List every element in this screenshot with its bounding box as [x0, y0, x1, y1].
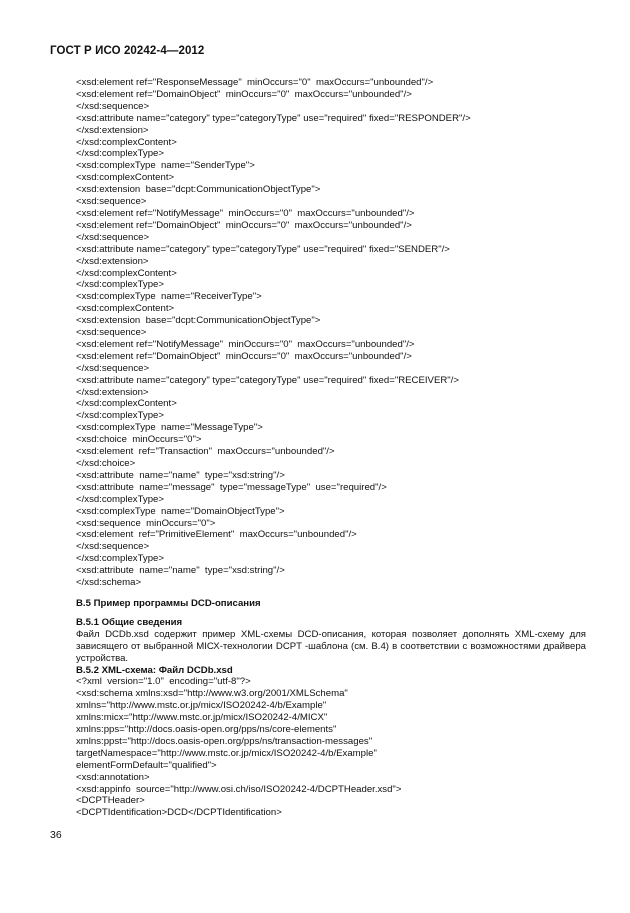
code-line: </xsd:complexType> [76, 410, 164, 422]
code-line: </xsd:complexContent> [76, 267, 177, 279]
code-line: <xsd:complexType name="SenderType"> [76, 160, 255, 172]
code-line: <DCPTHeader> [76, 795, 145, 807]
code-line: <xsd:element ref="Transaction" maxOccurs="unbounded"/> [76, 446, 335, 458]
code-line: <xsd:element ref="PrimitiveElement" maxOccurs="unbounded"/> [76, 529, 357, 541]
code-line: </xsd:extension> [76, 255, 149, 267]
code-line: <xsd:complexType name="ReceiverType"> [76, 291, 262, 303]
code-line: elementFormDefault="qualified"> [76, 759, 217, 771]
code-line: <xsd:complexContent> [76, 303, 175, 315]
code-line: <xsd:appinfo source="http://www.osi.ch/iso/ISO20242-4/DCPTHeader.xsd"> [76, 783, 402, 795]
section-heading-b5: В.5 Пример программы DCD-описания [76, 597, 261, 609]
code-line: <xsd:attribute name="name" type="xsd:string"/> [76, 565, 285, 577]
code-line: <xsd:attribute name="category" type="categoryType" use="required" fixed="RESPONDER"/> [76, 112, 471, 124]
code-line: <xsd:attribute name="category" type="categoryType" use="required" fixed="SENDER"/> [76, 243, 450, 255]
code-line: </xsd:sequence> [76, 362, 150, 374]
document-header: ГОСТ Р ИСО 20242-4—2012 [50, 45, 205, 57]
code-line: <xsd:choice minOccurs="0"> [76, 434, 202, 446]
code-line: xmlns="http://www.mstc.or.jp/micx/ISO20242-4/b/Example" [76, 700, 327, 712]
code-line: <xsd:sequence> [76, 196, 147, 208]
code-line: </xsd:choice> [76, 458, 136, 469]
code-line: <xsd:element ref="ResponseMessage" minOccurs="0" maxOccurs="unbounded"/> [76, 77, 434, 88]
code-line: <DCPTIdentification>DCD</DCPTIdentification> [76, 807, 282, 819]
code-line: </xsd:extension> [76, 124, 149, 136]
code-line: </xsd:complexType> [76, 148, 164, 160]
code-line: <xsd:attribute name="name" type="xsd:string"/> [76, 469, 285, 481]
code-line: </xsd:sequence> [76, 100, 150, 112]
code-line: <xsd:element ref="DomainObject" minOccurs="0" maxOccurs="unbounded"/> [76, 350, 412, 362]
section-heading-b51: В.5.1 Общие сведения [76, 616, 183, 628]
code-line: <xsd:complexType name="DomainObjectType"> [76, 505, 285, 517]
code-line: <xsd:annotation> [76, 771, 150, 783]
code-line: xmlns:ppst="http://docs.oasis-open.org/pps/ns/transaction-messages" [76, 735, 373, 747]
code-line: <xsd:complexType name="MessageType"> [76, 422, 263, 434]
code-line: xmlns:pps="http://docs.oasis-open.org/pps/ns/core-elements" [76, 724, 337, 736]
code-line: <xsd:sequence minOccurs="0"> [76, 517, 216, 529]
code-line: targetNamespace="http://www.mstc.or.jp/micx/ISO20242-4/b/Example" [76, 747, 377, 759]
code-line: <xsd:complexContent> [76, 172, 175, 184]
code-line: </xsd:complexType> [76, 493, 164, 505]
code-block-1 [76, 77, 586, 589]
code-line: </xsd:sequence> [76, 541, 150, 553]
code-line: <xsd:attribute name="message" type="messageType" use="required"/> [76, 481, 387, 493]
body-paragraph: Файл DCDb.xsd содержит пример XML-схемы DCD-описания, которая позволяет дополнять XML-схему для зависящего от выбранной МІСХ-технологии DCPT -шаблона (см. В.4) в соответствии с возможностями драйвера устройства. [76, 628, 586, 664]
code-line: </xsd:complexType> [76, 279, 164, 291]
code-line: <xsd:element ref="NotifyMessage" minOccurs="0" maxOccurs="unbounded"/> [76, 207, 415, 219]
code-line: </xsd:complexType> [76, 553, 164, 565]
code-line: <xsd:extension base="dcpt:CommunicationObjectType"> [76, 184, 321, 196]
code-line: </xsd:schema> [76, 577, 142, 589]
code-line: </xsd:complexContent> [76, 398, 177, 410]
code-line: <xsd:schema xmlns:xsd="http://www.w3.org/2001/XMLSchema" [76, 688, 348, 700]
code-line: xmlns:micx="http://www.mstc.or.jp/micx/ISO20242-4/MICX" [76, 712, 328, 724]
code-line: </xsd:extension> [76, 386, 149, 398]
code-line: <xsd:sequence> [76, 327, 147, 339]
code-line: </xsd:sequence> [76, 231, 150, 243]
code-line: <xsd:element ref="NotifyMessage" minOccurs="0" maxOccurs="unbounded"/> [76, 338, 415, 350]
code-line: <xsd:attribute name="category" type="categoryType" use="required" fixed="RECEIVER"/> [76, 374, 459, 386]
code-block-2 [76, 676, 586, 819]
section-heading-b52: В.5.2 XML-схема: Файл DCDb.xsd [76, 664, 233, 676]
page-body [76, 77, 586, 819]
code-line: </xsd:complexContent> [76, 136, 177, 148]
code-line: <xsd:extension base="dcpt:CommunicationObjectType"> [76, 315, 321, 327]
code-line: <?xml version="1.0" encoding="utf-8"?> [76, 676, 251, 688]
code-line: <xsd:element ref="DomainObject" minOccurs="0" maxOccurs="unbounded"/> [76, 88, 412, 100]
code-line: <xsd:element ref="DomainObject" minOccurs="0" maxOccurs="unbounded"/> [76, 219, 412, 231]
page-number: 36 [50, 829, 62, 841]
